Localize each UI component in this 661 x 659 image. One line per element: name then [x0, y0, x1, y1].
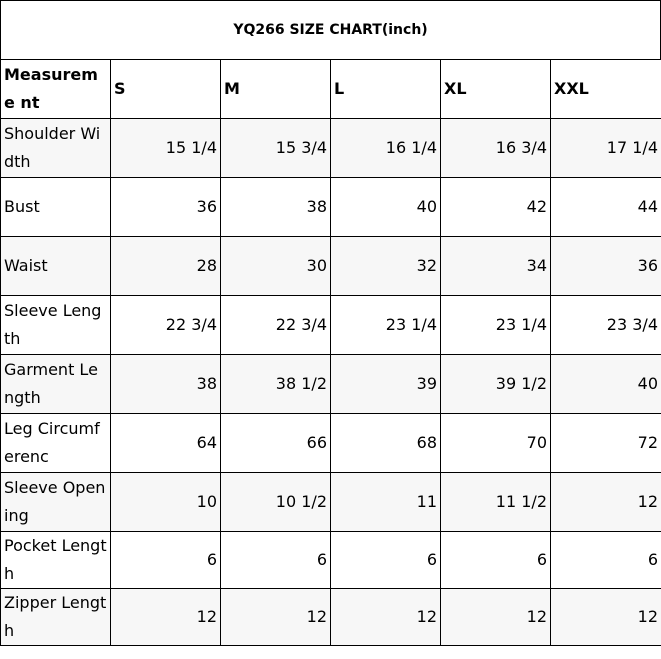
cell-value: 68: [331, 414, 441, 473]
cell-value: 11 1/2: [441, 473, 551, 532]
cell-value: 23 3/4: [551, 296, 661, 355]
cell-value: 64: [111, 414, 221, 473]
cell-value: 12: [221, 589, 331, 646]
cell-value: 12: [331, 589, 441, 646]
table-row: [1, 178, 661, 237]
table-row: [1, 473, 661, 532]
table-row: [1, 532, 661, 589]
header-size-m: M: [221, 60, 331, 119]
header-size-xl: XL: [441, 60, 551, 119]
table-row: [1, 589, 661, 646]
row-label: Sleeve Opening: [1, 473, 111, 532]
row-label: Pocket Length: [1, 532, 111, 589]
cell-value: 28: [111, 237, 221, 296]
cell-value: 38 1/2: [221, 355, 331, 414]
cell-value: 22 3/4: [111, 296, 221, 355]
cell-value: 12: [111, 589, 221, 646]
header-size-s: S: [111, 60, 221, 119]
cell-value: 38: [221, 178, 331, 237]
cell-value: 12: [441, 589, 551, 646]
cell-value: 22 3/4: [221, 296, 331, 355]
cell-value: 6: [441, 532, 551, 589]
cell-value: 39 1/2: [441, 355, 551, 414]
cell-value: 40: [551, 355, 661, 414]
cell-value: 32: [331, 237, 441, 296]
cell-value: 15 1/4: [111, 119, 221, 178]
table-row: [1, 355, 661, 414]
cell-value: 12: [551, 589, 661, 646]
cell-value: 30: [221, 237, 331, 296]
cell-value: 36: [111, 178, 221, 237]
cell-value: 16 1/4: [331, 119, 441, 178]
cell-value: 66: [221, 414, 331, 473]
cell-value: 6: [111, 532, 221, 589]
cell-value: 6: [331, 532, 441, 589]
cell-value: 6: [221, 532, 331, 589]
cell-value: 23 1/4: [331, 296, 441, 355]
row-label: Shoulder Width: [1, 119, 111, 178]
cell-value: 10 1/2: [221, 473, 331, 532]
cell-value: 72: [551, 414, 661, 473]
cell-value: 11: [331, 473, 441, 532]
cell-value: 6: [551, 532, 661, 589]
header-size-xxl: XXL: [551, 60, 661, 119]
row-label: Waist: [1, 237, 111, 296]
row-label: Sleeve Length: [1, 296, 111, 355]
cell-value: 23 1/4: [441, 296, 551, 355]
cell-value: 34: [441, 237, 551, 296]
chart-title: YQ266 SIZE CHART(inch): [0, 0, 661, 59]
cell-value: 15 3/4: [221, 119, 331, 178]
row-label: Garment Length: [1, 355, 111, 414]
cell-value: 36: [551, 237, 661, 296]
header-measurement: Measureme nt: [1, 60, 111, 119]
row-label: Zipper Length: [1, 589, 111, 646]
cell-value: 70: [441, 414, 551, 473]
cell-value: 40: [331, 178, 441, 237]
size-table: [0, 59, 661, 646]
cell-value: 17 1/4: [551, 119, 661, 178]
table-header-row: [1, 60, 661, 119]
cell-value: 44: [551, 178, 661, 237]
table-row: [1, 119, 661, 178]
header-size-l: L: [331, 60, 441, 119]
row-label: Leg Circumferenc: [1, 414, 111, 473]
table-row: [1, 237, 661, 296]
table-row: [1, 296, 661, 355]
cell-value: 16 3/4: [441, 119, 551, 178]
table-row: [1, 414, 661, 473]
cell-value: 12: [551, 473, 661, 532]
row-label: Bust: [1, 178, 111, 237]
cell-value: 10: [111, 473, 221, 532]
cell-value: 42: [441, 178, 551, 237]
cell-value: 38: [111, 355, 221, 414]
cell-value: 39: [331, 355, 441, 414]
